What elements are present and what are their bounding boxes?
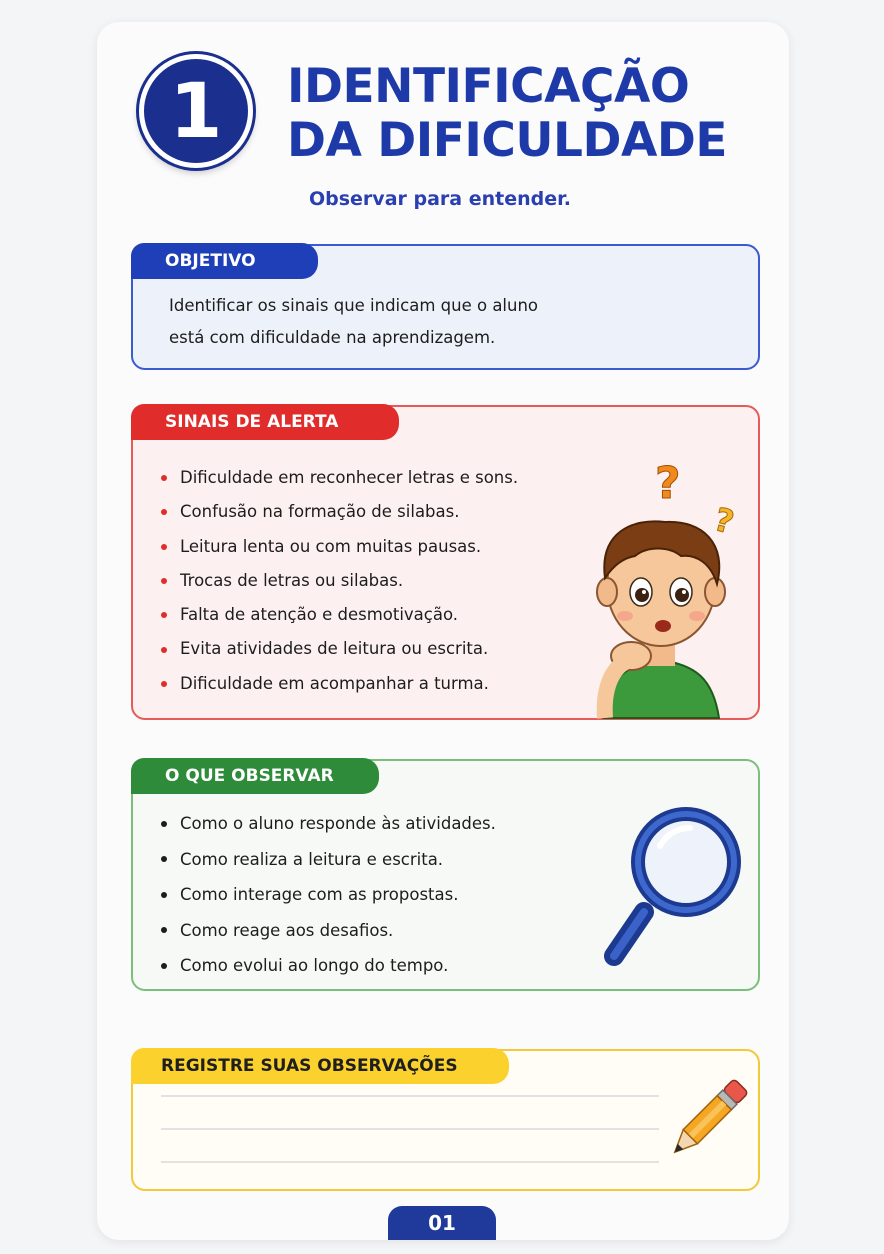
objective-text [169,290,629,354]
alert-signs-tag: SINAIS DE ALERTA [131,404,399,440]
bullet-icon [161,544,167,550]
objective-tag: OBJETIVO [131,243,318,279]
list-item: Trocas de letras ou silabas. [161,564,518,598]
title-line-1: IDENTIFICAÇÃO [287,59,690,114]
thinking-child-illustration [585,460,745,720]
list-item: Como realiza a leitura e escrita. [161,842,496,878]
step-number-badge: 1 [139,54,253,168]
list-item: Como reage aos desafios. [161,913,496,949]
list-item: Confusão na formação de silabas. [161,495,518,529]
svg-text:?: ? [710,500,738,542]
page-title [287,60,727,168]
bullet-icon [161,681,167,687]
bullet-icon [161,821,167,827]
bullet-icon [161,963,167,969]
page-subtitle: Observar para entender. [308,188,571,210]
writing-line[interactable] [161,1128,659,1130]
observe-list [161,806,496,984]
list-item: Leitura lenta ou com muitas pausas. [161,530,518,564]
list-item: Como o aluno responde às atividades. [161,806,496,842]
bullet-icon [161,475,167,481]
bullet-icon [161,612,167,618]
bullet-icon [161,892,167,898]
objective-line-2: está com dificuldade na aprendizagem. [169,328,496,347]
svg-text:?: ? [655,458,681,509]
observe-tag: O QUE OBSERVAR [131,758,379,794]
list-item: Falta de atenção e desmotivação. [161,598,518,632]
register-section [131,1049,760,1191]
objective-line-1: Identificar os sinais que indicam que o aluno [169,296,539,315]
bullet-icon [161,578,167,584]
writing-line[interactable] [161,1095,659,1097]
list-item: Evita atividades de leitura ou escrita. [161,632,518,666]
bullet-icon [161,856,167,862]
alert-signs-list [161,461,518,701]
bullet-icon [161,509,167,515]
list-item: Como evolui ao longo do tempo. [161,948,496,984]
list-item: Dificuldade em acompanhar a turma. [161,667,518,701]
bullet-icon [161,647,167,653]
title-line-2: DA DIFICULDADE [287,113,727,168]
bullet-icon [161,927,167,933]
pencil-icon [668,1074,748,1164]
list-item: Dificuldade em reconhecer letras e sons. [161,461,518,495]
list-item: Como interage com as propostas. [161,877,496,913]
magnifying-glass-icon [600,806,750,971]
objective-section [131,244,760,370]
register-tag: REGISTRE SUAS OBSERVAÇÕES [131,1048,509,1084]
page-number-badge: 01 [388,1206,496,1240]
writing-line[interactable] [161,1161,659,1163]
